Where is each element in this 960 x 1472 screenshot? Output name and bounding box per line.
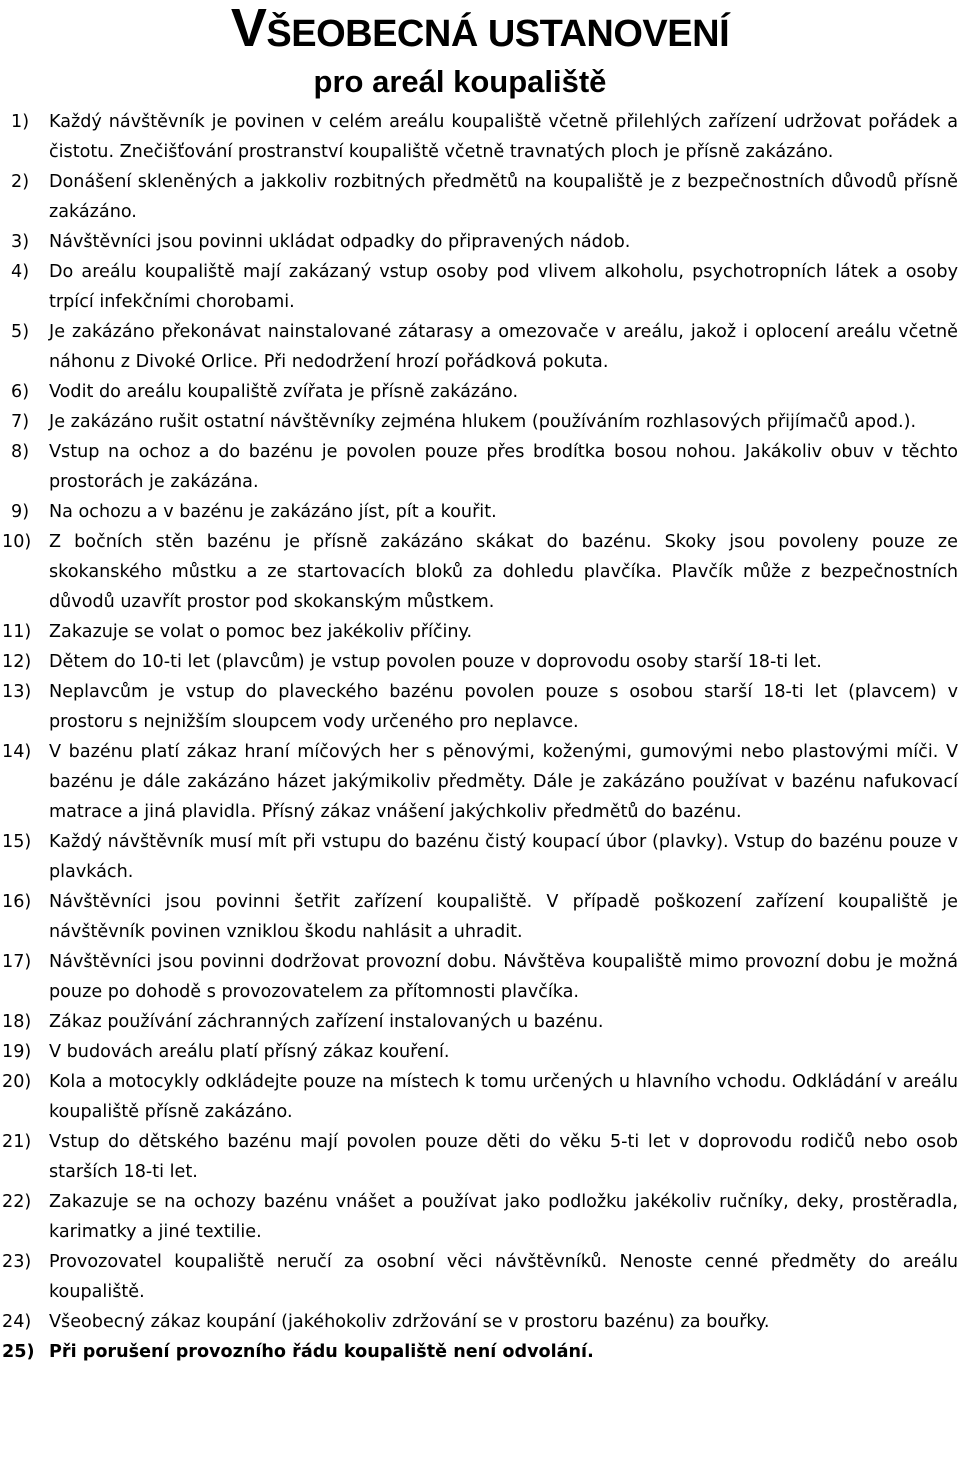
rule-number: 7): [11, 412, 30, 432]
rule-item: [0, 677, 958, 737]
rule-number: 8): [11, 442, 30, 462]
rule-number: 14): [2, 742, 32, 762]
rule-item: [0, 1067, 958, 1127]
title-rest: ŠEOBECNÁ USTANOVENÍ: [266, 13, 730, 55]
rule-number: 5): [11, 322, 30, 342]
rule-item: [0, 1337, 958, 1367]
rule-text: V budovách areálu platí přísný zákaz kouření.: [49, 1042, 450, 1062]
rules-list: [0, 107, 958, 1367]
rule-item: [0, 257, 958, 317]
rule-text: Zákaz používání záchranných zařízení instalovaných u bazénu.: [49, 1012, 604, 1032]
rule-item: [0, 737, 958, 827]
rule-number: 23): [2, 1252, 32, 1272]
rule-item: [0, 1247, 958, 1307]
rule-item: [0, 527, 958, 617]
rule-text: Vodit do areálu koupaliště zvířata je přísně zakázáno.: [49, 382, 519, 402]
rule-item: [0, 887, 958, 947]
rule-number: 10): [2, 532, 32, 552]
title-initial: V: [230, 0, 267, 58]
rule-number: 17): [2, 952, 32, 972]
rule-item: [0, 617, 958, 647]
rule-number: 15): [2, 832, 32, 852]
rule-number: 25): [2, 1342, 35, 1362]
rule-text: Do areálu koupaliště mají zakázaný vstup osoby pod vlivem alkoholu, psychotropních látek a osoby trpící infekčními chorobami.: [49, 262, 958, 312]
rule-text: Návštěvníci jsou povinni ukládat odpadky do připravených nádob.: [49, 232, 631, 252]
rule-item: [0, 1187, 958, 1247]
rule-item: [0, 1037, 958, 1067]
rule-item: [0, 107, 958, 167]
rule-item: [0, 317, 958, 377]
rule-number: 22): [2, 1192, 32, 1212]
rule-number: 3): [11, 232, 30, 252]
rule-text: Zakazuje se volat o pomoc bez jakékoliv příčiny.: [49, 622, 473, 642]
rule-number: 4): [11, 262, 30, 282]
rule-text: Je zakázáno rušit ostatní návštěvníky zejména hlukem (používáním rozhlasových přijímačů apod.).: [49, 412, 917, 432]
rule-number: 1): [11, 112, 30, 132]
document-subtitle: pro areál koupaliště: [313, 64, 607, 99]
rule-text: Každý návštěvník je povinen v celém areálu koupaliště včetně přilehlých zařízení udržovat pořádek a čistotu. Znečišťování prostranství koupaliště včetně travnatých ploch je přísně zakázáno.: [49, 112, 958, 162]
rule-text: Každý návštěvník musí mít při vstupu do bazénu čistý koupací úbor (plavky). Vstup do bazénu pouze v plavkách.: [49, 832, 958, 882]
rule-number: 6): [11, 382, 30, 402]
rule-item: [0, 947, 958, 1007]
rule-text: Donášení skleněných a jakkoliv rozbitných předmětů na koupaliště je z bezpečnostních důvodů přísně zakázáno.: [49, 172, 958, 222]
rule-item: [0, 437, 958, 497]
rule-text: Vstup do dětského bazénu mají povolen pouze děti do věku 5-ti let v doprovodu rodičů nebo osob starších 18-ti let.: [49, 1132, 958, 1182]
rule-item: [0, 377, 958, 407]
rule-text: Je zakázáno překonávat nainstalované zátarasy a omezovače v areálu, jakož i oplocení areálu včetně náhonu z Divoké Orlice. Při nedodržení hrozí pořádková pokuta.: [49, 322, 958, 372]
rule-number: 19): [2, 1042, 32, 1062]
rule-text: Dětem do 10-ti let (plavcům) je vstup povolen pouze v doprovodu osoby starší 18-ti let.: [49, 652, 822, 672]
rule-text: Provozovatel koupaliště neručí za osobní věci návštěvníků. Nenoste cenné předměty do areálu koupaliště.: [49, 1252, 958, 1302]
document-title: [0, 0, 960, 62]
rule-text: V bazénu platí zákaz hraní míčových her s pěnovými, koženými, gumovými nebo plastovými míči. V bazénu je dále zakázáno házet jakýmikoliv předměty. Dále je zakázáno používat v bazénu nafukovací matrace a jiná plavidla. Přísný zákaz vnášení jakýchkoliv předmětů do bazénu.: [49, 742, 958, 822]
rule-number: 2): [11, 172, 30, 192]
rule-number: 24): [2, 1312, 32, 1332]
rule-number: 13): [2, 682, 32, 702]
rule-number: 20): [2, 1072, 32, 1092]
rule-number: 11): [2, 622, 32, 642]
rule-text: Všeobecný zákaz koupání (jakéhokoliv zdržování se v prostoru bazénu) za bouřky.: [49, 1312, 770, 1332]
rule-number: 9): [11, 502, 30, 522]
rule-item: [0, 227, 958, 257]
rule-item: [0, 827, 958, 887]
rule-item: [0, 1127, 958, 1187]
rule-text: Na ochozu a v bazénu je zakázáno jíst, pít a kouřit.: [49, 502, 497, 522]
rule-text: Zakazuje se na ochozy bazénu vnášet a používat jako podložku jakékoliv ručníky, deky, prostěradla, karimatky a jiné textilie.: [49, 1192, 958, 1242]
rule-number: 12): [2, 652, 32, 672]
rule-number: 18): [2, 1012, 32, 1032]
rule-text: Návštěvníci jsou povinni šetřit zařízení koupaliště. V případě poškození zařízení koupaliště je návštěvník povinen vzniklou škodu nahlásit a uhradit.: [49, 892, 958, 942]
rule-text: Z bočních stěn bazénu je přísně zakázáno skákat do bazénu. Skoky jsou povoleny pouze ze skokanského můstku a ze startovacích bloků za dohledu plavčíka. Plavčík může z bezpečnostních důvodů uzavřít prostor pod skokanským můstkem.: [49, 532, 958, 612]
rule-item: [0, 647, 958, 677]
rule-text: Neplavcům je vstup do plaveckého bazénu povolen pouze s osobou starší 18-ti let (plavcem) v prostoru s nejnižším sloupcem vody určeného pro neplavce.: [49, 682, 958, 732]
rule-text: Kola a motocykly odkládejte pouze na místech k tomu určených u hlavního vchodu. Odkládání v areálu koupaliště přísně zakázáno.: [49, 1072, 958, 1122]
rule-item: [0, 407, 958, 437]
rule-text: Návštěvníci jsou povinni dodržovat provozní dobu. Návštěva koupaliště mimo provozní dobu je možná pouze po dohodě s provozovatelem za přítomnosti plavčíka.: [49, 952, 958, 1002]
rule-item: [0, 497, 958, 527]
rule-text: Při porušení provozního řádu koupaliště není odvolání.: [49, 1342, 594, 1362]
rule-item: [0, 1007, 958, 1037]
rule-item: [0, 1307, 958, 1337]
rule-text: Vstup na ochoz a do bazénu je povolen pouze přes brodítka bosou nohou. Jakákoliv obuv v těchto prostorách je zakázána.: [49, 442, 958, 492]
rule-number: 16): [2, 892, 32, 912]
rule-number: 21): [2, 1132, 32, 1152]
rule-item: [0, 167, 958, 227]
